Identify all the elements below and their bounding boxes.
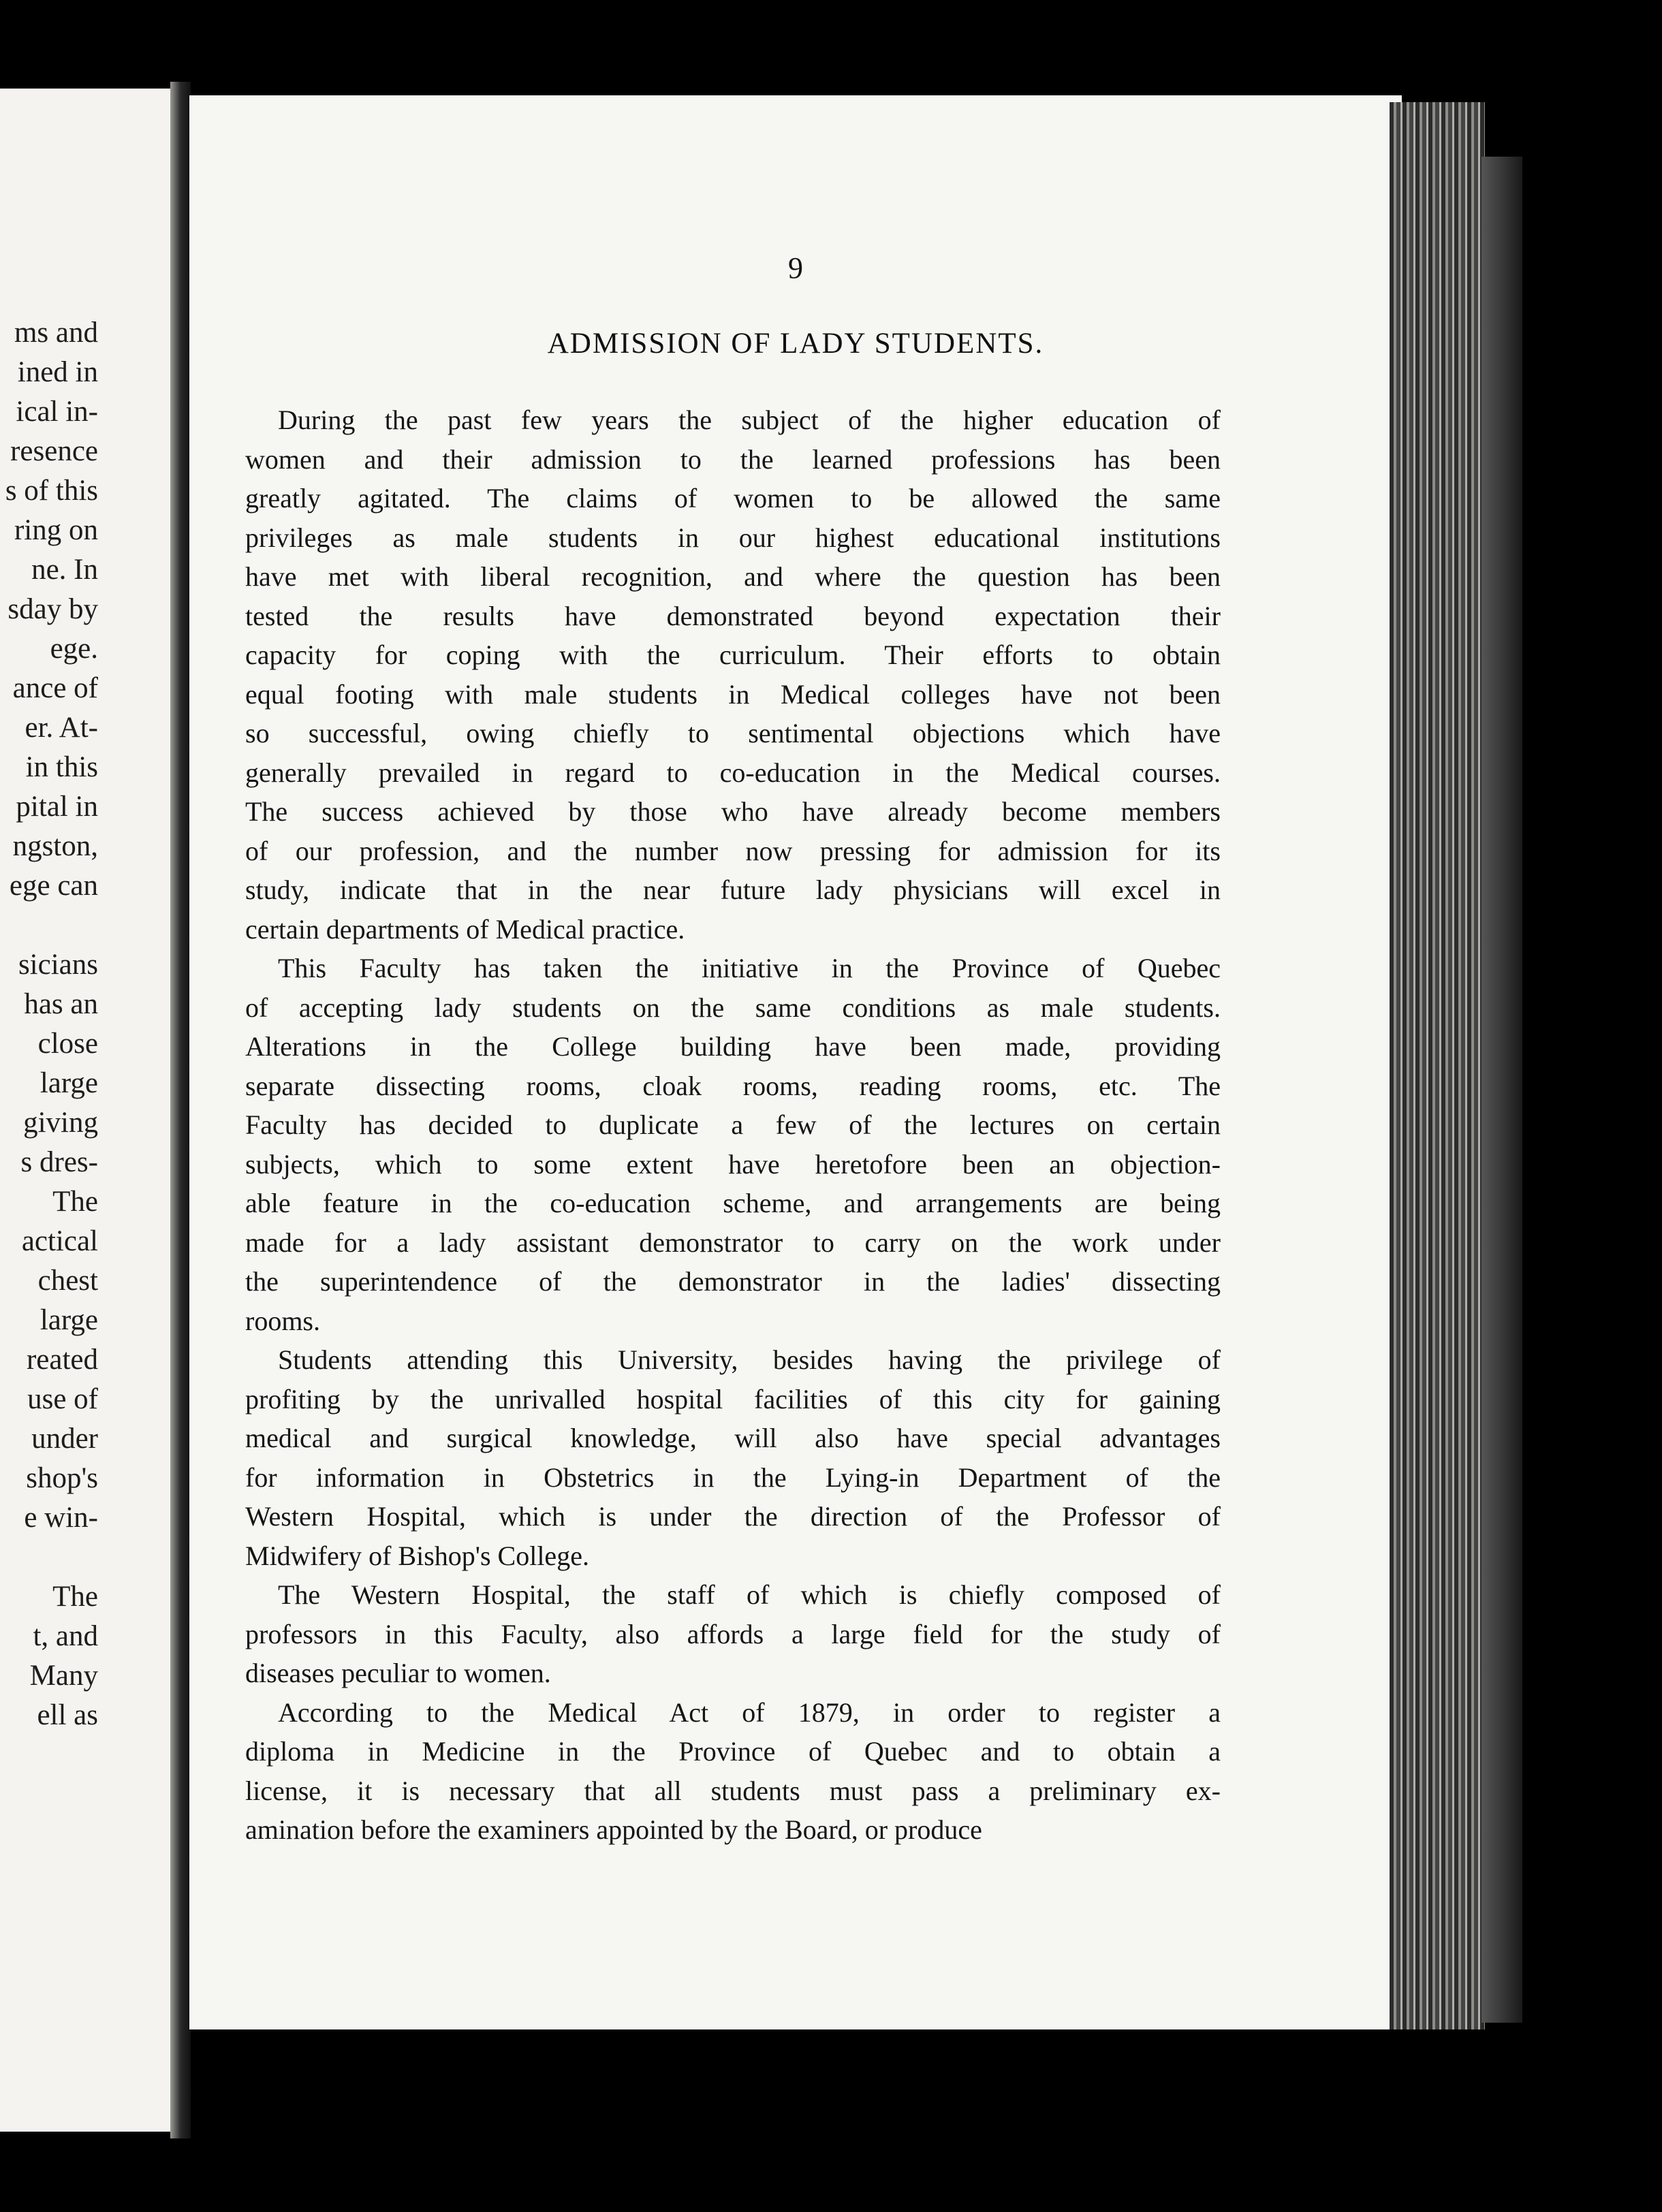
text-line: study, indicate that in the near future lady physicians will excel in bbox=[245, 874, 1221, 905]
left-page-text-fragments bbox=[5, 313, 98, 1735]
text-line: equal footing with male students in Medical colleges have not been bbox=[245, 678, 1221, 710]
text-line: professors in this Faculty, also affords a large field for the study of bbox=[245, 1618, 1221, 1649]
left-facing-page bbox=[0, 89, 178, 2132]
text-line: so successful, owing chiefly to sentimental objections which have bbox=[245, 718, 1221, 748]
body-text bbox=[245, 400, 1221, 1850]
text-line: diseases peculiar to women. bbox=[245, 1658, 551, 1688]
text-line: generally prevailed in regard to co-education in the Medical courses. bbox=[245, 757, 1221, 788]
text-line: Faculty has decided to duplicate a few of the lectures on certain bbox=[245, 1109, 1221, 1140]
left-page-fragment: e win- bbox=[24, 1502, 98, 1534]
text-line: Students attending this University, besides having the privilege of bbox=[278, 1344, 1221, 1375]
text-line: of our profession, and the number now pressing for admission for its bbox=[245, 835, 1221, 866]
left-page-fragment: shop's bbox=[26, 1462, 98, 1494]
left-page-fragment: ell as bbox=[37, 1699, 98, 1731]
text-line: for information in Obstetrics in the Lying-in Department of the bbox=[245, 1462, 1221, 1493]
left-page-fragment: ms and bbox=[14, 317, 98, 349]
text-line: able feature in the co-education scheme, and arrangements are being bbox=[245, 1188, 1221, 1218]
left-page-fragment: s of this bbox=[5, 475, 98, 507]
left-page-fragment: The bbox=[52, 1581, 98, 1613]
left-page-fragment: s dres- bbox=[20, 1146, 98, 1178]
page-stack-edges bbox=[1390, 102, 1485, 2029]
left-page-fragment: pital in bbox=[16, 791, 98, 823]
left-page-fragment: actical bbox=[21, 1225, 98, 1257]
left-page-fragment: sicians bbox=[18, 949, 98, 981]
left-page-fragment: ege can bbox=[9, 870, 98, 902]
book-cover-edge bbox=[1481, 157, 1522, 2023]
paragraph bbox=[245, 949, 1221, 1340]
text-line: medical and surgical knowledge, will also have special advantages bbox=[245, 1423, 1221, 1453]
left-page-fragment: ical in- bbox=[16, 396, 98, 428]
text-line: This Faculty has taken the initiative in the Province of Quebec bbox=[278, 953, 1221, 983]
text-line: license, it is necessary that all students must pass a preliminary ex- bbox=[245, 1775, 1221, 1806]
left-page-fragment: under bbox=[31, 1423, 98, 1455]
main-page bbox=[189, 95, 1402, 2029]
left-page-fragment: has an bbox=[24, 988, 98, 1020]
book-gutter bbox=[170, 82, 191, 2138]
paragraph bbox=[245, 1575, 1221, 1693]
paragraph bbox=[245, 1693, 1221, 1850]
section-heading: ADMISSION OF LADY STUDENTS. bbox=[547, 328, 1044, 360]
text-line: the superintendence of the demonstrator in the ladies' dissecting bbox=[245, 1266, 1221, 1297]
left-page-fragment: sday by bbox=[7, 593, 98, 625]
left-page-fragment: reated bbox=[26, 1344, 98, 1376]
left-page-fragment: ined in bbox=[17, 356, 98, 388]
left-page-fragment: er. At- bbox=[25, 712, 98, 744]
left-page-fragment: ege. bbox=[50, 633, 98, 665]
text-line: According to the Medical Act of 1879, in order to register a bbox=[278, 1696, 1221, 1728]
text-line: Alterations in the College building have been made, providing bbox=[245, 1031, 1221, 1062]
text-line: of accepting lady students on the same conditions as male students. bbox=[245, 992, 1221, 1023]
text-line: profiting by the unrivalled hospital facilities of this city for gaining bbox=[245, 1383, 1221, 1415]
text-line: Midwifery of Bishop's College. bbox=[245, 1540, 589, 1571]
left-page-fragment bbox=[5, 906, 98, 945]
text-line: amination before the examiners appointed by the Board, or produce bbox=[245, 1814, 982, 1845]
left-page-fragment: ance of bbox=[12, 672, 98, 704]
text-line: diploma in Medicine in the Province of Quebec and to obtain a bbox=[245, 1736, 1221, 1767]
text-line: The Western Hospital, the staff of which is chiefly composed of bbox=[278, 1579, 1221, 1610]
text-line: made for a lady assistant demonstrator to carry on the work under bbox=[245, 1227, 1221, 1258]
page-number: 9 bbox=[788, 251, 803, 285]
text-line: greatly agitated. The claims of women to be allowed the same bbox=[245, 483, 1221, 514]
text-line: The success achieved by those who have already become members bbox=[245, 796, 1221, 827]
text-line: Western Hospital, which is under the direction of the Professor of bbox=[245, 1501, 1221, 1532]
text-line: tested the results have demonstrated beyond expectation their bbox=[245, 600, 1221, 631]
left-page-fragment: Many bbox=[29, 1660, 98, 1692]
left-page-fragment: The bbox=[52, 1186, 98, 1218]
text-line: privileges as male students in our highest educational institutions bbox=[245, 522, 1221, 553]
paragraph bbox=[245, 400, 1221, 949]
text-line: certain departments of Medical practice. bbox=[245, 913, 685, 945]
left-page-fragment: giving bbox=[23, 1107, 98, 1139]
left-page-fragment: use of bbox=[27, 1383, 98, 1415]
left-page-fragment bbox=[5, 1538, 98, 1577]
paragraph bbox=[245, 1340, 1221, 1575]
left-page-fragment: ne. In bbox=[31, 554, 98, 586]
text-line: subjects, which to some extent have heretofore been an objection- bbox=[245, 1148, 1221, 1180]
left-page-fragment: resence bbox=[10, 435, 98, 467]
text-line: rooms. bbox=[245, 1305, 320, 1336]
left-page-fragment: close bbox=[37, 1028, 98, 1060]
left-page-fragment: large bbox=[40, 1304, 98, 1336]
left-page-fragment: large bbox=[40, 1067, 98, 1099]
text-line: have met with liberal recognition, and where the question has been bbox=[245, 561, 1221, 592]
text-line: women and their admission to the learned professions has been bbox=[245, 443, 1221, 475]
text-line: capacity for coping with the curriculum. Their efforts to obtain bbox=[245, 639, 1221, 670]
left-page-fragment: in this bbox=[25, 751, 98, 783]
left-page-fragment: ring on bbox=[14, 514, 98, 546]
left-page-fragment: ngston, bbox=[12, 830, 98, 862]
text-line: During the past few years the subject of the higher education of bbox=[278, 405, 1221, 435]
text-line: separate dissecting rooms, cloak rooms, reading rooms, etc. The bbox=[245, 1070, 1221, 1101]
left-page-fragment: t, and bbox=[33, 1620, 98, 1652]
left-page-fragment: chest bbox=[37, 1265, 98, 1297]
